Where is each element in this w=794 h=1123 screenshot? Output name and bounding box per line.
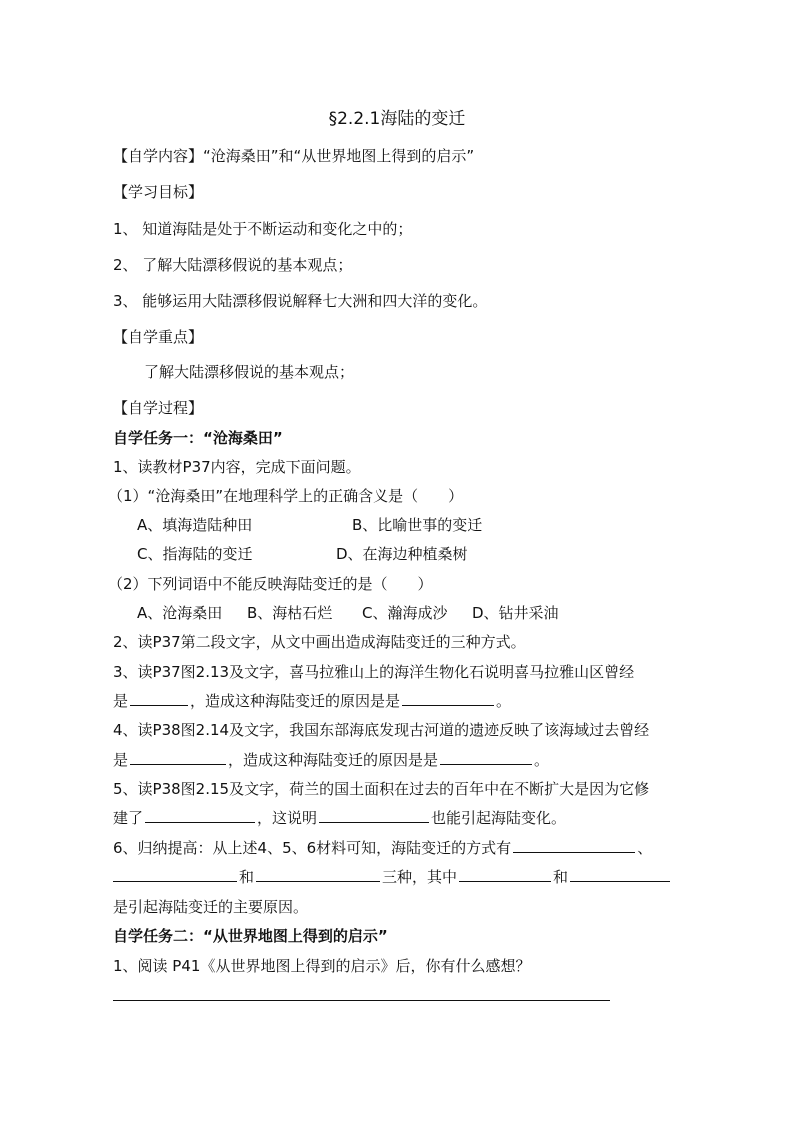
answer-blank-q6-3[interactable] bbox=[256, 867, 380, 882]
task1-question-6-line1 bbox=[113, 838, 652, 858]
task1-question-1-1: （1）“沧海桑田”在地理科学上的正确含义是（ ） bbox=[108, 487, 464, 505]
task2-heading: 自学任务二：“从世界地图上得到的启示” bbox=[113, 927, 388, 945]
answer-blank-q6-5[interactable] bbox=[570, 867, 670, 882]
answer-blank-q5-2[interactable] bbox=[319, 808, 429, 823]
task2-question-1: 1、阅读 P41《从世界地图上得到的启示》后，你有什么感想？ bbox=[113, 957, 531, 975]
answer-blank-q4-2[interactable] bbox=[440, 750, 532, 765]
q6-text-a: 6、归纳提高：从上述4、5、6材料可知，海陆变迁的方式有 bbox=[113, 839, 512, 857]
process-heading: 【自学过程】 bbox=[113, 399, 204, 417]
task1-question-3-line2 bbox=[113, 691, 511, 711]
option-1-2-b: B、海枯石烂 bbox=[247, 604, 333, 622]
goal-item-2: 2、 了解大陆漂移假说的基本观点； bbox=[113, 256, 353, 274]
task1-question-4-line2 bbox=[113, 750, 549, 770]
option-1-1-b: B、比喻世事的变迁 bbox=[352, 516, 483, 534]
intro-line bbox=[113, 146, 474, 166]
q3-text-a: 是 bbox=[113, 692, 129, 710]
task1-question-5-line1: 5、读P38图2.15及文字，荷兰的国土面积在过去的百年中在不断扩大是因为它修 bbox=[113, 780, 650, 798]
task1-question-6-line2 bbox=[113, 867, 672, 887]
task1-question-2: 2、读P37第二段文字，从文中画出造成海陆变迁的三种方式。 bbox=[113, 633, 526, 651]
q4-text-c: 。 bbox=[534, 751, 550, 769]
q6-text-e: 和 bbox=[553, 868, 569, 886]
task1-question-5-line2 bbox=[113, 808, 566, 828]
intro-label: 【自学内容】 bbox=[113, 147, 204, 165]
task1-question-3-line1: 3、读P37图2.13及文字，喜马拉雅山上的海洋生物化石说明喜马拉雅山区曾经 bbox=[113, 663, 635, 681]
task1-question-4-line1: 4、读P38图2.14及文字，我国东部海底发现古河道的遗迹反映了该海域过去曾经 bbox=[113, 721, 650, 739]
option-1-1-a: A、填海造陆种田 bbox=[137, 516, 253, 534]
goal-item-3: 3、 能够运用大陆漂移假说解释七大洲和四大洋的变化。 bbox=[113, 292, 488, 310]
q4-text-a: 是 bbox=[113, 751, 129, 769]
task1-question-6-line3: 是引起海陆变迁的主要原因。 bbox=[113, 898, 309, 916]
goals-heading: 【学习目标】 bbox=[113, 183, 204, 201]
option-1-1-d: D、在海边种植桑树 bbox=[336, 545, 468, 563]
answer-blank-q6-4[interactable] bbox=[459, 867, 551, 882]
q6-text-c: 和 bbox=[239, 868, 255, 886]
option-1-1-c: C、指海陆的变迁 bbox=[137, 545, 253, 563]
q5-text-a: 建了 bbox=[113, 809, 144, 827]
focus-text: 了解大陆漂移假说的基本观点； bbox=[144, 363, 355, 381]
task1-heading: 自学任务一：“沧海桑田” bbox=[113, 429, 283, 447]
goal-item-1: 1、 知道海陆是处于不断运动和变化之中的； bbox=[113, 220, 413, 238]
focus-heading: 【自学重点】 bbox=[113, 328, 204, 346]
q6-text-d: 三种，其中 bbox=[382, 868, 458, 886]
answer-blank-q6-2[interactable] bbox=[113, 867, 237, 882]
q3-text-c: 。 bbox=[496, 692, 512, 710]
answer-blank-q4-1[interactable] bbox=[130, 750, 226, 765]
option-1-2-c: C、瀚海成沙 bbox=[362, 604, 448, 622]
intro-text: “沧海桑田”和“从世界地图上得到的启示” bbox=[203, 147, 475, 165]
answer-blank-q5-1[interactable] bbox=[145, 808, 255, 823]
answer-line-task2[interactable] bbox=[113, 1000, 610, 1001]
option-1-2-d: D、钻井采油 bbox=[472, 604, 559, 622]
answer-blank-q3-1[interactable] bbox=[130, 691, 188, 706]
option-1-2-a: A、沧海桑田 bbox=[137, 604, 223, 622]
q6-text-b: 、 bbox=[637, 839, 653, 857]
q4-text-b: ，造成这种海陆变迁的原因是是 bbox=[228, 751, 439, 769]
document-title: §2.2.1海陆的变迁 bbox=[328, 109, 466, 129]
answer-blank-q3-2[interactable] bbox=[402, 691, 494, 706]
q5-text-b: ，这说明 bbox=[257, 809, 318, 827]
task1-question-1: 1、读教材P37内容，完成下面问题。 bbox=[113, 458, 361, 476]
q5-text-c: 也能引起海陆变化。 bbox=[431, 809, 567, 827]
q3-text-b: ，造成这种海陆变迁的原因是是 bbox=[190, 692, 401, 710]
task1-question-1-2: （2）下列词语中不能反映海陆变迁的是（ ） bbox=[108, 575, 433, 593]
answer-blank-q6-1[interactable] bbox=[513, 838, 635, 853]
